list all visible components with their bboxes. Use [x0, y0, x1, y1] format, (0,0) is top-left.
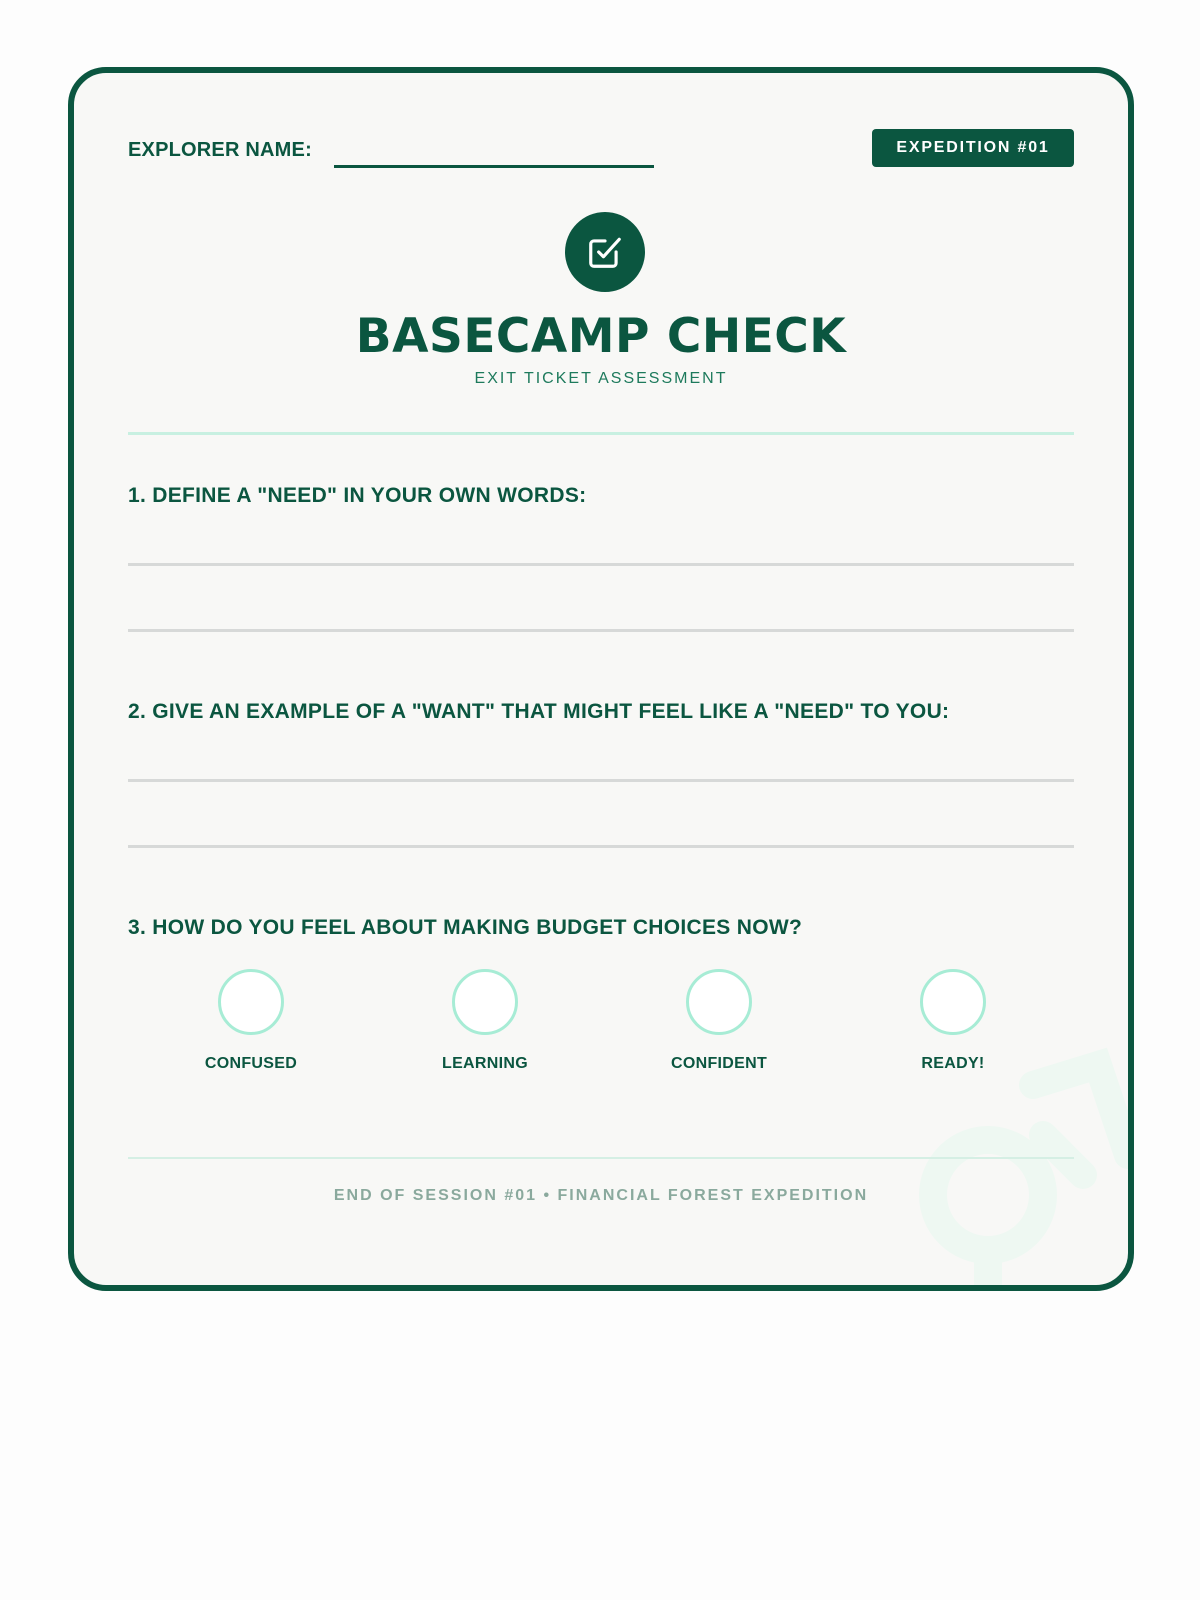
scale-option-ready[interactable] — [863, 969, 1043, 1073]
scale-label: CONFIDENT — [670, 1055, 768, 1072]
question-3: 3. HOW DO YOU FEEL ABOUT MAKING BUDGET CHOICES NOW? — [128, 916, 803, 939]
scale-circle[interactable] — [686, 969, 752, 1035]
question-2: 2. GIVE AN EXAMPLE OF A "WANT" THAT MIGHT FEEL LIKE A "NEED" TO YOU: — [128, 700, 950, 723]
header-icon — [565, 212, 645, 292]
answer-line-q1-b[interactable] — [128, 629, 1074, 632]
header-row — [128, 129, 1074, 173]
answer-line-q2-a[interactable] — [128, 779, 1074, 782]
scale-label: READY! — [921, 1055, 985, 1072]
scale-circle[interactable] — [452, 969, 518, 1035]
exit-ticket-card — [68, 67, 1134, 1291]
scale-circle[interactable] — [218, 969, 284, 1035]
explorer-name-label: EXPLORER NAME: — [128, 139, 312, 161]
page-title: BASECAMP CHECK — [355, 309, 847, 364]
explorer-name-field[interactable] — [334, 165, 654, 168]
page-subtitle: EXIT TICKET ASSESSMENT — [474, 370, 728, 387]
divider — [128, 432, 1074, 435]
question-1: 1. DEFINE A "NEED" IN YOUR OWN WORDS: — [128, 484, 587, 507]
footer-text: END OF SESSION #01 • FINANCIAL FOREST EXPEDITION — [333, 1187, 869, 1204]
scale-option-confident[interactable] — [629, 969, 809, 1073]
answer-line-q1-a[interactable] — [128, 563, 1074, 566]
expedition-badge: EXPEDITION #01 — [872, 129, 1074, 167]
scale-label: CONFUSED — [204, 1055, 298, 1072]
footer-divider — [128, 1157, 1074, 1159]
scale-option-learning[interactable] — [395, 969, 575, 1073]
checkbox-edit-icon — [586, 233, 624, 271]
scale-option-confused[interactable] — [161, 969, 341, 1073]
feeling-scale — [128, 969, 1074, 1089]
scale-label: LEARNING — [442, 1055, 528, 1072]
scale-circle[interactable] — [920, 969, 986, 1035]
answer-line-q2-b[interactable] — [128, 845, 1074, 848]
